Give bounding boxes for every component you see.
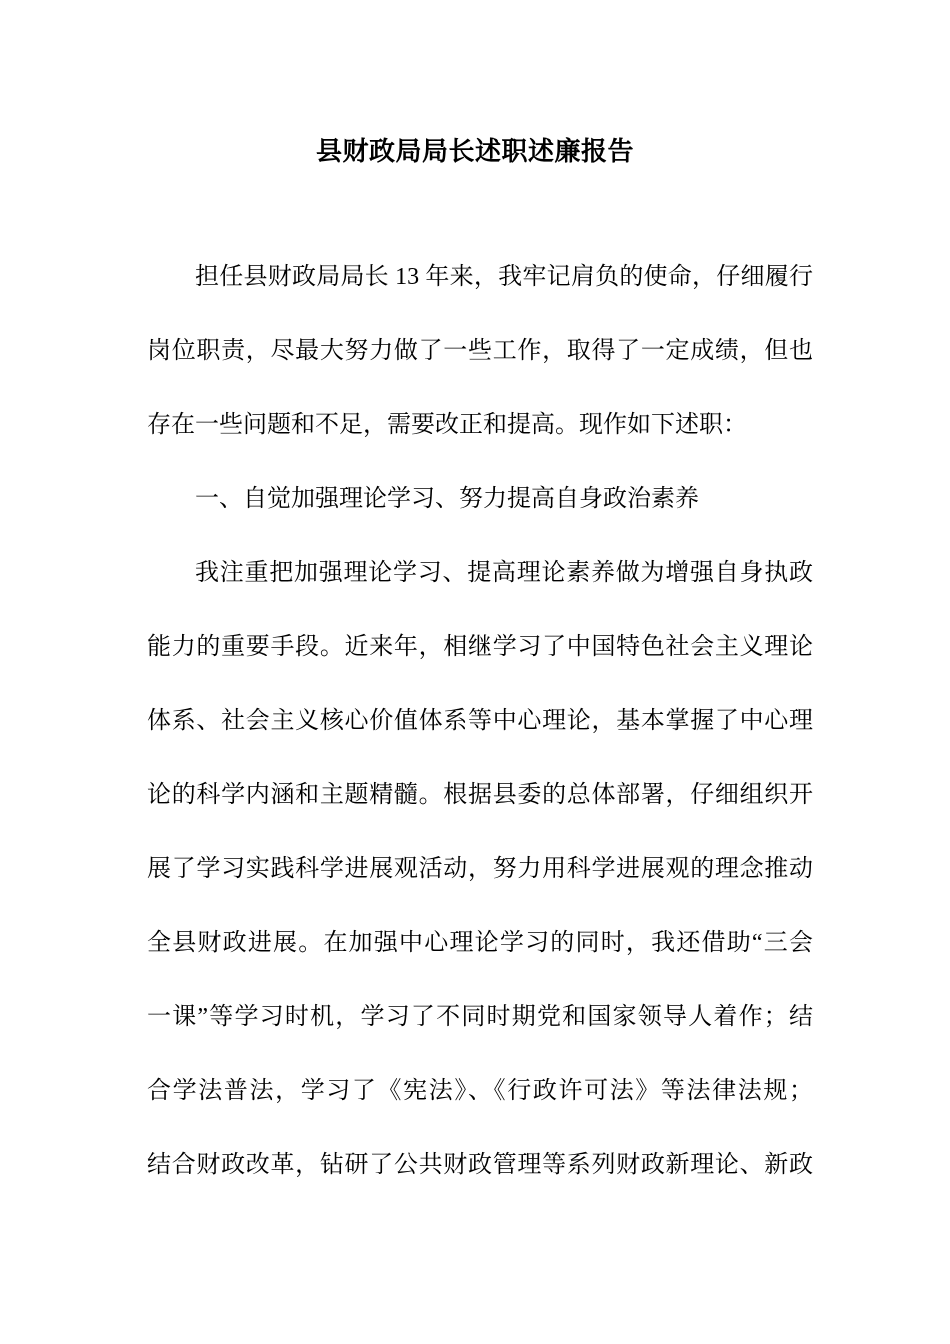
text-line: 展了学习实践科学进展观活动，努力用科学进展观的理念推动 <box>147 856 813 882</box>
section-heading: 一、自觉加强理论学习、努力提高自身政治素养 <box>195 486 699 512</box>
text-line: 能力的重要手段。近来年，相继学习了中国特色社会主义理论 <box>147 634 813 660</box>
text-line: 论的科学内涵和主题精髓。根据县委的总体部署，仔细组织开 <box>147 782 813 808</box>
text-line: 一课”等学习时机，学习了不同时期党和国家领导人着作；结 <box>147 1004 813 1030</box>
text-line: 结合财政改革，钻研了公共财政管理等系列财政新理论、新政 <box>147 1152 813 1178</box>
text-line: 岗位职责，尽最大努力做了一些工作，取得了一定成绩，但也 <box>147 338 813 364</box>
document-title: 县财政局局长述职述廉报告 <box>315 137 634 166</box>
text-line: 全县财政进展。在加强中心理论学习的同时，我还借助“三会 <box>147 930 813 956</box>
document-body <box>147 240 813 1202</box>
text-line: 我注重把加强理论学习、提高理论素养做为增强自身执政 <box>195 560 813 586</box>
text-line: 担任县财政局局长 13 年来，我牢记肩负的使命，仔细履行 <box>195 264 813 290</box>
text-line: 存在一些问题和不足，需要改正和提高。现作如下述职： <box>147 412 747 438</box>
text-line: 体系、社会主义核心价值体系等中心理论，基本掌握了中心理 <box>147 708 813 734</box>
text-line: 合学法普法，学习了《宪法》、《行政许可法》等法律法规； <box>147 1078 813 1104</box>
